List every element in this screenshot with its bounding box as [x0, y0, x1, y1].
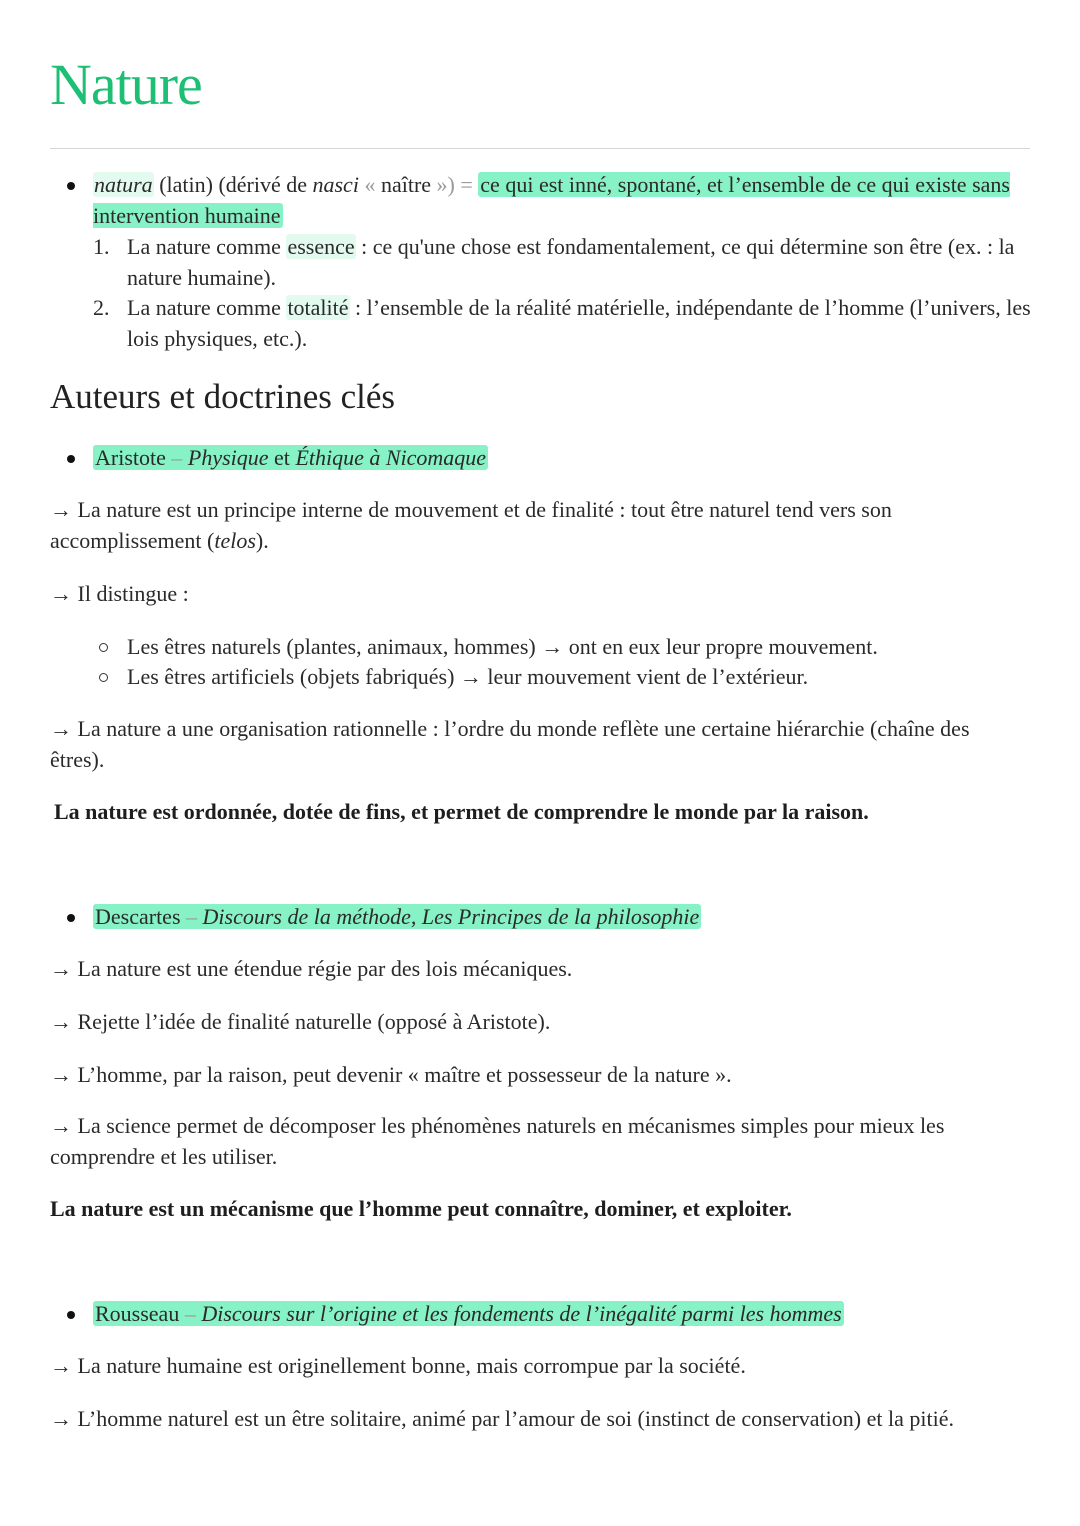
paragraph: → Il distingue :: [50, 581, 189, 606]
equals-sign: =: [460, 172, 473, 197]
author-aristote: [50, 442, 1068, 473]
text: → La nature est un principe interne de mouvement et de finalité : tout être naturel tend vers son accomplissement (: [50, 497, 892, 553]
work-title: Physique: [187, 445, 269, 470]
text: Les êtres naturels (plantes, animaux, hommes) → ont en eux leur propre mouvement.: [127, 634, 878, 659]
page-title: Nature: [50, 52, 202, 117]
dash: –: [180, 904, 203, 929]
divider: [50, 148, 1030, 149]
bullet-icon: [67, 182, 75, 190]
paragraph: → La nature est une étendue régie par des lois mécaniques.: [50, 956, 573, 981]
author-descartes: [50, 901, 1068, 932]
dash: –: [179, 1301, 202, 1326]
item-number: 1.: [93, 234, 110, 259]
sub-bullet: [50, 631, 1080, 662]
conclusion: La nature est ordonnée, dotée de fins, et permet de comprendre le monde par la raison.: [54, 799, 869, 824]
paragraph: → L’homme naturel est un être solitaire, animé par l’amour de soi (instinct de conservation) et la pitié.: [50, 1406, 954, 1431]
quote-open: «: [358, 172, 381, 197]
item-text: : l’ensemble de la réalité matérielle, indépendante de l’homme (l’univers, les lois physiques, etc.).: [127, 295, 1031, 351]
item-text: La nature comme: [127, 234, 287, 259]
term-lang: (latin) (dérivé de: [153, 172, 313, 197]
term: natura: [94, 172, 153, 197]
sub-bullet: [50, 661, 1080, 692]
item-text: : ce qu'une chose est fondamentalement, ce qui détermine son être (ex. : la nature humaine).: [127, 234, 1015, 290]
text: ).: [255, 528, 269, 553]
conjunction: et: [268, 445, 296, 470]
numbered-item-2: [50, 292, 1042, 354]
circle-bullet-icon: [99, 643, 108, 652]
author-rousseau: [50, 1298, 1068, 1329]
paragraph: → La nature humaine est originellement bonne, mais corrompue par la société.: [50, 1353, 746, 1378]
dash: –: [165, 445, 188, 470]
item-number: 2.: [93, 295, 110, 320]
work-title: Éthique à Nicomaque: [295, 445, 487, 470]
bullet-icon: [67, 455, 75, 463]
paragraph: → Rejette l’idée de finalité naturelle (opposé à Aristote).: [50, 1009, 551, 1034]
term-root: nasci: [312, 172, 359, 197]
item-key: essence: [287, 234, 355, 259]
bullet-icon: [67, 1311, 75, 1319]
item-text: La nature comme: [127, 295, 287, 320]
circle-bullet-icon: [99, 673, 108, 682]
author-name: Aristote: [95, 445, 166, 470]
paragraph: → L’homme, par la raison, peut devenir « maître et possesseur de la nature ».: [50, 1062, 732, 1087]
definition-text: ce qui est inné, spontané, et l’ensemble de ce qui existe sans intervention humaine: [93, 172, 1010, 228]
numbered-item-1: [50, 231, 1042, 293]
paragraph: → La science permet de décomposer les phénomènes naturels en mécanismes simples pour mieux les comprendre et les utiliser.: [50, 1113, 945, 1169]
work-title: Discours de la méthode, Les Principes de la philosophie: [202, 904, 700, 929]
root-meaning: naître: [380, 172, 432, 197]
work-title: Discours sur l’origine et les fondements de l’inégalité parmi les hommes: [201, 1301, 842, 1326]
telos: telos: [214, 528, 256, 553]
conclusion: La nature est un mécanisme que l’homme peut connaître, dominer, et exploiter.: [50, 1196, 792, 1221]
paragraph: [50, 494, 1025, 556]
item-key: totalité: [287, 295, 349, 320]
quote-close: »): [431, 172, 461, 197]
definition-bullet: [50, 169, 1033, 231]
author-name: Descartes: [95, 904, 181, 929]
paragraph: → La nature a une organisation rationnelle : l’ordre du monde reflète une certaine hiérarchie (chaîne des êtres).: [50, 716, 970, 772]
text: Les êtres artificiels (objets fabriqués) → leur mouvement vient de l’extérieur.: [127, 664, 809, 689]
author-name: Rousseau: [95, 1301, 180, 1326]
section-title: Auteurs et doctrines clés: [50, 377, 396, 416]
bullet-icon: [67, 914, 75, 922]
